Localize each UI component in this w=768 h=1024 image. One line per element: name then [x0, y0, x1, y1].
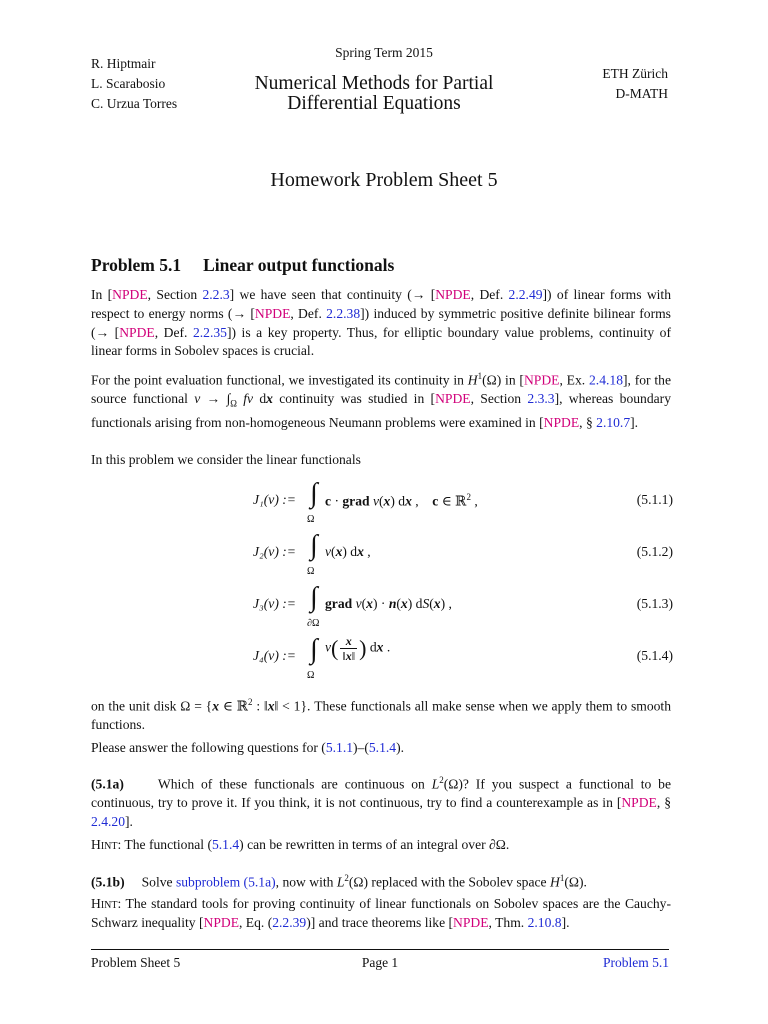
intro-paragraph-2: For the point evaluation functional, we investigated its continuity in $H^1(\Omega)$ in [NPDE, Ex. 2.4.18], for the source functional $v \to \int_\Omega$ fv dx continuity was studied in [NPDE, Section 2.3.3], whereas boundary functionals arising from non-homogeneous Neumann problems were examined in [NPDE, § 2.10.7]. [91, 371, 671, 430]
section-ref-link[interactable]: 2.4.20 [91, 814, 125, 830]
hint-a: Hint: The functional (5.1.4) can be rewritten in terms of an integral over ∂Ω. [91, 837, 510, 852]
npde-ref-link[interactable]: NPDE [621, 795, 657, 811]
hint-b: Hint: The standard tools for proving continuity of linear functionals on Sobolev spaces are the Cauchy-Schwarz inequality [NPDE, Eq. (2.2.39)] and trace theorems like [NPDE, Thm. 2.10.8]. [91, 896, 671, 930]
equation-number: (5.1.3) [636, 596, 673, 611]
integral-domain: Ω [307, 670, 315, 681]
def-ref-link[interactable]: 2.2.35 [192, 324, 227, 340]
npde-ref-link[interactable]: NPDE [453, 914, 489, 930]
question-intro: Please answer the following questions for (5.1.1)–(5.1.4). [91, 740, 404, 755]
equation-body: v(x) dx , [325, 544, 371, 559]
section-ref-link[interactable]: 2.10.7 [596, 414, 631, 430]
subproblem-a-label: (5.1a) [91, 776, 124, 792]
subproblem-b-label: (5.1b) [91, 874, 125, 890]
author-3: C. Urzua Torres [91, 96, 178, 111]
problem-heading [91, 255, 394, 276]
equation-5-1-3 [253, 582, 673, 629]
footer-divider [91, 949, 669, 950]
footer-page: Page 1 [361, 955, 399, 970]
course-title-line-1: Numerical Methods for Partial [254, 73, 494, 94]
integral-sign: ∫ [310, 530, 318, 561]
npde-ref-link[interactable]: NPDE [254, 305, 291, 321]
equation-number: (5.1.1) [636, 492, 673, 507]
section-ref-link[interactable]: 2.2.3 [202, 287, 230, 302]
equation-5-1-1 [253, 478, 673, 525]
intro-paragraph-3: In this problem we consider the linear functionals [91, 452, 361, 467]
npde-ref-link[interactable]: NPDE [435, 391, 471, 407]
equation-body: c · grad v(x) dx , c ∈ ℝ$^2$ , [325, 492, 478, 509]
unit-disk-paragraph: on the unit disk Ω = {x ∈ ℝ$^2$ : ‖x‖ < 1}. These functionals all make sense when we apply them to smooth functions. [91, 697, 671, 733]
def-ref-link[interactable]: 2.2.38 [326, 305, 361, 321]
npde-ref-link[interactable]: NPDE [543, 414, 580, 430]
equation-body: grad v(x) · n(x) dS(x) , [325, 596, 452, 611]
section-ref-link[interactable]: 2.3.3 [527, 391, 555, 407]
theorem-ref-link[interactable]: 2.10.8 [527, 914, 562, 930]
equation-lhs: J₃(v) := [253, 596, 296, 611]
npde-ref-link[interactable]: NPDE [112, 287, 148, 302]
example-ref-link[interactable]: 2.4.18 [589, 372, 623, 388]
def-ref-link[interactable]: 2.2.49 [508, 287, 543, 302]
subproblem-ref-link[interactable]: subproblem (5.1a) [175, 874, 276, 890]
footer-problem-link[interactable]: Problem 5.1 [603, 955, 669, 970]
npde-ref-link[interactable]: NPDE [119, 324, 155, 340]
integral-sign: ∫ [310, 634, 318, 665]
equation-ref-link[interactable]: 2.2.39 [272, 914, 307, 930]
course-title [184, 74, 564, 114]
author-2: L. Scarabosio [91, 76, 166, 91]
integral-domain: Ω [307, 514, 315, 525]
integral-domain: Ω [307, 566, 315, 577]
subproblem-b: (5.1b) Solve subproblem (5.1a), now with $L^2(\Omega)$ replaced with the Sobolev space $H^1(\Omega)$. [91, 873, 587, 890]
equation-body: v( $\frac{x}{‖x‖}$ ) dx . [325, 634, 391, 663]
integral-domain: ∂Ω [307, 618, 320, 629]
equation-ref-link[interactable]: 5.1.1 [325, 740, 354, 755]
subproblem-a: (5.1a) Which of these functionals are continuous on $L^2(\Omega)$? If you suspect a functional to be continuous, try to prove it. If you think, it is not continuous, try to find a counterexample as in [NPDE, § 2.4.20]. [91, 775, 672, 830]
npde-ref-link[interactable]: NPDE [435, 287, 471, 302]
integral-sign: ∫ [310, 478, 318, 509]
institution-name: ETH Zürich [602, 66, 668, 81]
course-title-line-2: Differential Equations [287, 93, 461, 114]
equation-lhs: J₄(v) := [253, 648, 296, 663]
npde-ref-link[interactable]: NPDE [203, 914, 239, 930]
equation-lhs: J₁(v) := [253, 492, 296, 507]
footer-left: Problem Sheet 5 [91, 955, 181, 970]
equation-number: (5.1.4) [636, 648, 673, 663]
authors-block [91, 54, 177, 114]
sheet-title: Homework Problem Sheet 5 [270, 169, 498, 191]
problem-number: Problem 5.1 [91, 255, 182, 275]
npde-ref-link[interactable]: NPDE [523, 372, 560, 388]
intro-paragraph-1: In [NPDE, Section 2.2.3] we have seen that continuity (→ [NPDE, Def. 2.2.49]) of linear forms with respect to energy norms (→ [NPDE, Def. 2.2.38]) induced by symmetric positive definite bilinear forms (→ [NPDE, Def. 2.2.35]) is a key property. Thus, for elliptic boundary value problems, continuity of linear forms in Sobolev spaces is crucial. [91, 287, 671, 359]
equation-ref-link[interactable]: 5.1.4 [211, 837, 240, 852]
problem-title: Linear output functionals [203, 255, 395, 275]
equation-number: (5.1.2) [636, 544, 673, 559]
institution-block [560, 64, 668, 104]
integral-sign: ∫ [310, 582, 318, 613]
department-name: D-MATH [615, 86, 668, 101]
equation-lhs: J₂(v) := [253, 544, 296, 559]
author-1: R. Hiptmair [91, 56, 156, 71]
term-label: Spring Term 2015 [335, 45, 433, 60]
equation-5-1-4 [253, 634, 673, 681]
equation-ref-link[interactable]: 5.1.4 [368, 740, 397, 755]
equation-5-1-2 [253, 530, 673, 577]
